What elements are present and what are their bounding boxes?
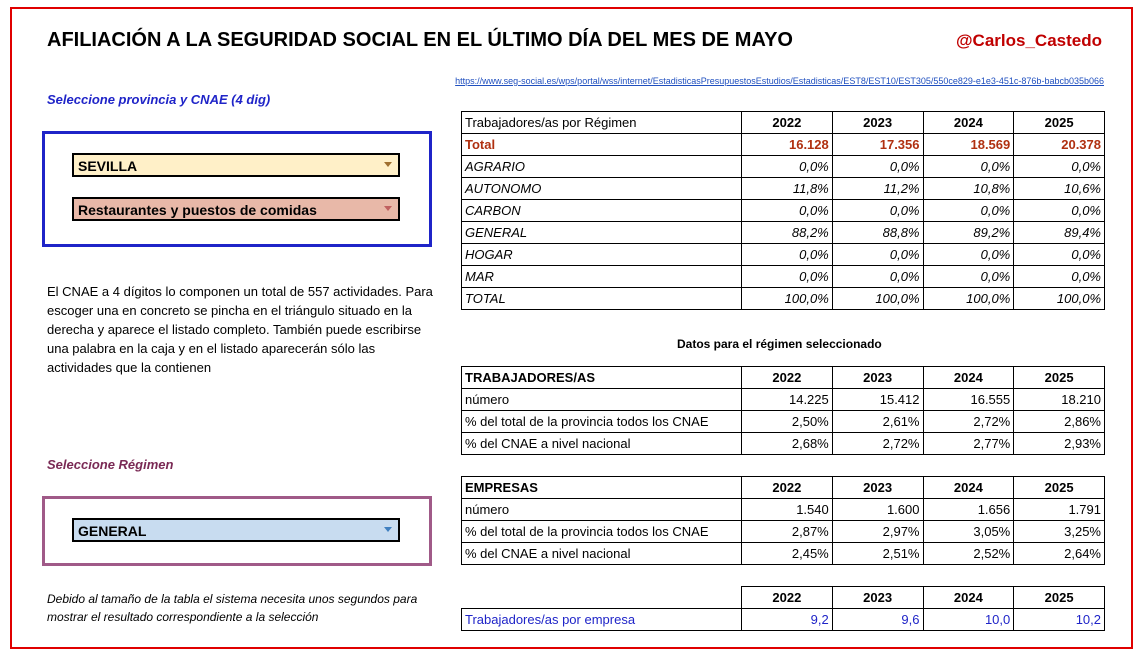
year-header: 2025 (1014, 477, 1105, 499)
cell-value: 0,0% (1014, 244, 1105, 266)
cell-value: 11,2% (832, 178, 923, 200)
cell-value: 0,0% (832, 156, 923, 178)
workers-per-company-table (461, 586, 1105, 631)
selected-regimen-subheading: Datos para el régimen seleccionado (677, 337, 882, 351)
cell-value: 10,8% (923, 178, 1014, 200)
table-row (462, 200, 1105, 222)
table-header-row (462, 112, 1105, 134)
cell-value: 2,68% (742, 433, 833, 455)
row-label: MAR (462, 266, 742, 288)
table-row (462, 433, 1105, 455)
table-row (462, 156, 1105, 178)
row-label: Trabajadores/as por empresa (462, 609, 742, 631)
table-row (462, 543, 1105, 565)
cell-value: 100,0% (1014, 288, 1105, 310)
cell-value: 100,0% (832, 288, 923, 310)
cell-value: 0,0% (832, 200, 923, 222)
table-row (462, 178, 1105, 200)
cell-value: 0,0% (923, 266, 1014, 288)
year-header: 2022 (742, 587, 833, 609)
cell-value: 1.656 (923, 499, 1014, 521)
row-label: AUTONOMO (462, 178, 742, 200)
row-label: Total (462, 134, 742, 156)
cell-value: 16.128 (742, 134, 833, 156)
cell-value: 0,0% (742, 156, 833, 178)
cell-value: 9,2 (742, 609, 833, 631)
cell-value: 17.356 (832, 134, 923, 156)
row-label: CARBON (462, 200, 742, 222)
author-handle: @Carlos_Castedo (955, 31, 1102, 50)
cell-value: 2,45% (742, 543, 833, 565)
cnae-description: El CNAE a 4 dígitos lo componen un total de 557 actividades. Para escoger una en concreto se pincha en el triángulo situado en la derecha y aparece el listado completo. También puede escribirse una palabra en la caja y en el listado aparecerán sólo las actividades que la contienen (47, 284, 433, 375)
table-row (462, 609, 1105, 631)
cell-value: 0,0% (832, 244, 923, 266)
year-header: 2022 (742, 367, 833, 389)
cell-value: 2,72% (923, 411, 1014, 433)
year-header: 2025 (1014, 367, 1105, 389)
dropdown-arrow-icon[interactable] (384, 527, 392, 532)
cell-value: 2,64% (1014, 543, 1105, 565)
table-row (462, 411, 1105, 433)
cell-value: 2,61% (832, 411, 923, 433)
year-header: 2024 (923, 587, 1014, 609)
dropdown-arrow-icon[interactable] (384, 206, 392, 211)
cell-value: 11,8% (742, 178, 833, 200)
year-header: 2024 (923, 367, 1014, 389)
regimen-label: Seleccione Régimen (47, 457, 174, 472)
dropdown-arrow-icon[interactable] (384, 162, 392, 167)
cell-value: 10,6% (1014, 178, 1105, 200)
cell-value: 0,0% (1014, 200, 1105, 222)
province-cnae-label: Seleccione provincia y CNAE (4 dig) (47, 92, 271, 107)
year-header: 2025 (1014, 112, 1105, 134)
table-row (462, 222, 1105, 244)
row-label: % del total de la provincia todos los CNAE (462, 411, 742, 433)
year-header: 2022 (742, 112, 833, 134)
cell-value: 16.555 (923, 389, 1014, 411)
cnae-value: Restaurantes y puestos de comidas (78, 202, 317, 218)
companies-table (461, 476, 1105, 565)
table-header-label: TRABAJADORES/AS (462, 367, 742, 389)
blank-cell (462, 587, 742, 609)
cell-value: 3,05% (923, 521, 1014, 543)
year-header: 2023 (832, 112, 923, 134)
province-cnae-box (42, 131, 432, 247)
row-label: % del CNAE a nivel nacional (462, 433, 742, 455)
province-select[interactable] (72, 153, 400, 177)
year-header: 2024 (923, 112, 1014, 134)
regimen-select[interactable] (72, 518, 400, 542)
table-row (462, 244, 1105, 266)
row-label: número (462, 389, 742, 411)
table-row (462, 266, 1105, 288)
cnae-select[interactable] (72, 197, 400, 221)
cell-value: 2,52% (923, 543, 1014, 565)
regimen-value: GENERAL (78, 523, 147, 539)
cell-value: 0,0% (742, 244, 833, 266)
cell-value: 2,77% (923, 433, 1014, 455)
table-header-label: EMPRESAS (462, 477, 742, 499)
page-title: AFILIACIÓN A LA SEGURIDAD SOCIAL EN EL ÚLTIMO DÍA DEL MES DE MAYO (47, 29, 793, 51)
cell-value: 10,0 (923, 609, 1014, 631)
workers-table (461, 366, 1105, 455)
year-header: 2023 (832, 587, 923, 609)
year-header: 2023 (832, 477, 923, 499)
cell-value: 1.791 (1014, 499, 1105, 521)
table-row (462, 288, 1105, 310)
cell-value: 0,0% (923, 244, 1014, 266)
year-header: 2023 (832, 367, 923, 389)
cell-value: 15.412 (832, 389, 923, 411)
cell-value: 0,0% (832, 266, 923, 288)
cell-value: 2,87% (742, 521, 833, 543)
cell-value: 0,0% (742, 200, 833, 222)
cell-value: 2,86% (1014, 411, 1105, 433)
cell-value: 100,0% (923, 288, 1014, 310)
table-header-row (462, 367, 1105, 389)
cell-value: 0,0% (1014, 266, 1105, 288)
year-header: 2024 (923, 477, 1014, 499)
cell-value: 88,2% (742, 222, 833, 244)
cell-value: 88,8% (832, 222, 923, 244)
cell-value: 2,50% (742, 411, 833, 433)
cell-value: 9,6 (832, 609, 923, 631)
cell-value: 3,25% (1014, 521, 1105, 543)
table-row (462, 389, 1105, 411)
row-label: % del total de la provincia todos los CNAE (462, 521, 742, 543)
cell-value: 0,0% (923, 200, 1014, 222)
row-label: TOTAL (462, 288, 742, 310)
regimen-table (461, 111, 1105, 310)
row-label: número (462, 499, 742, 521)
cell-value: 2,51% (832, 543, 923, 565)
cell-value: 20.378 (1014, 134, 1105, 156)
table-row (462, 521, 1105, 543)
cell-value: 0,0% (742, 266, 833, 288)
cell-value: 0,0% (1014, 156, 1105, 178)
loading-note: Debido al tamaño de la tabla el sistema necesita unos segundos para mostrar el resultado correspondiente a la selección (47, 592, 418, 624)
cell-value: 14.225 (742, 389, 833, 411)
year-header: 2022 (742, 477, 833, 499)
row-label: % del CNAE a nivel nacional (462, 543, 742, 565)
cell-value: 0,0% (923, 156, 1014, 178)
cell-value: 100,0% (742, 288, 833, 310)
source-link[interactable]: https://www.seg-social.es/wps/portal/wss/internet/EstadisticasPresupuestosEstudios/Estadisticas/EST8/EST10/EST305/550ce829-e1e3-451c-876b-babcb035b066 (455, 76, 1104, 86)
year-header: 2025 (1014, 587, 1105, 609)
cell-value: 10,2 (1014, 609, 1105, 631)
province-value: SEVILLA (78, 158, 138, 174)
cell-value: 1.600 (832, 499, 923, 521)
cell-value: 2,97% (832, 521, 923, 543)
table-header-label: Trabajadores/as por Régimen (462, 112, 742, 134)
cell-value: 2,72% (832, 433, 923, 455)
cell-value: 89,2% (923, 222, 1014, 244)
cell-value: 18.210 (1014, 389, 1105, 411)
row-label: AGRARIO (462, 156, 742, 178)
table-row (462, 134, 1105, 156)
table-row (462, 499, 1105, 521)
cell-value: 2,93% (1014, 433, 1105, 455)
cell-value: 89,4% (1014, 222, 1105, 244)
table-header-row (462, 477, 1105, 499)
row-label: HOGAR (462, 244, 742, 266)
cell-value: 1.540 (742, 499, 833, 521)
row-label: GENERAL (462, 222, 742, 244)
cell-value: 18.569 (923, 134, 1014, 156)
table-header-row (462, 587, 1105, 609)
